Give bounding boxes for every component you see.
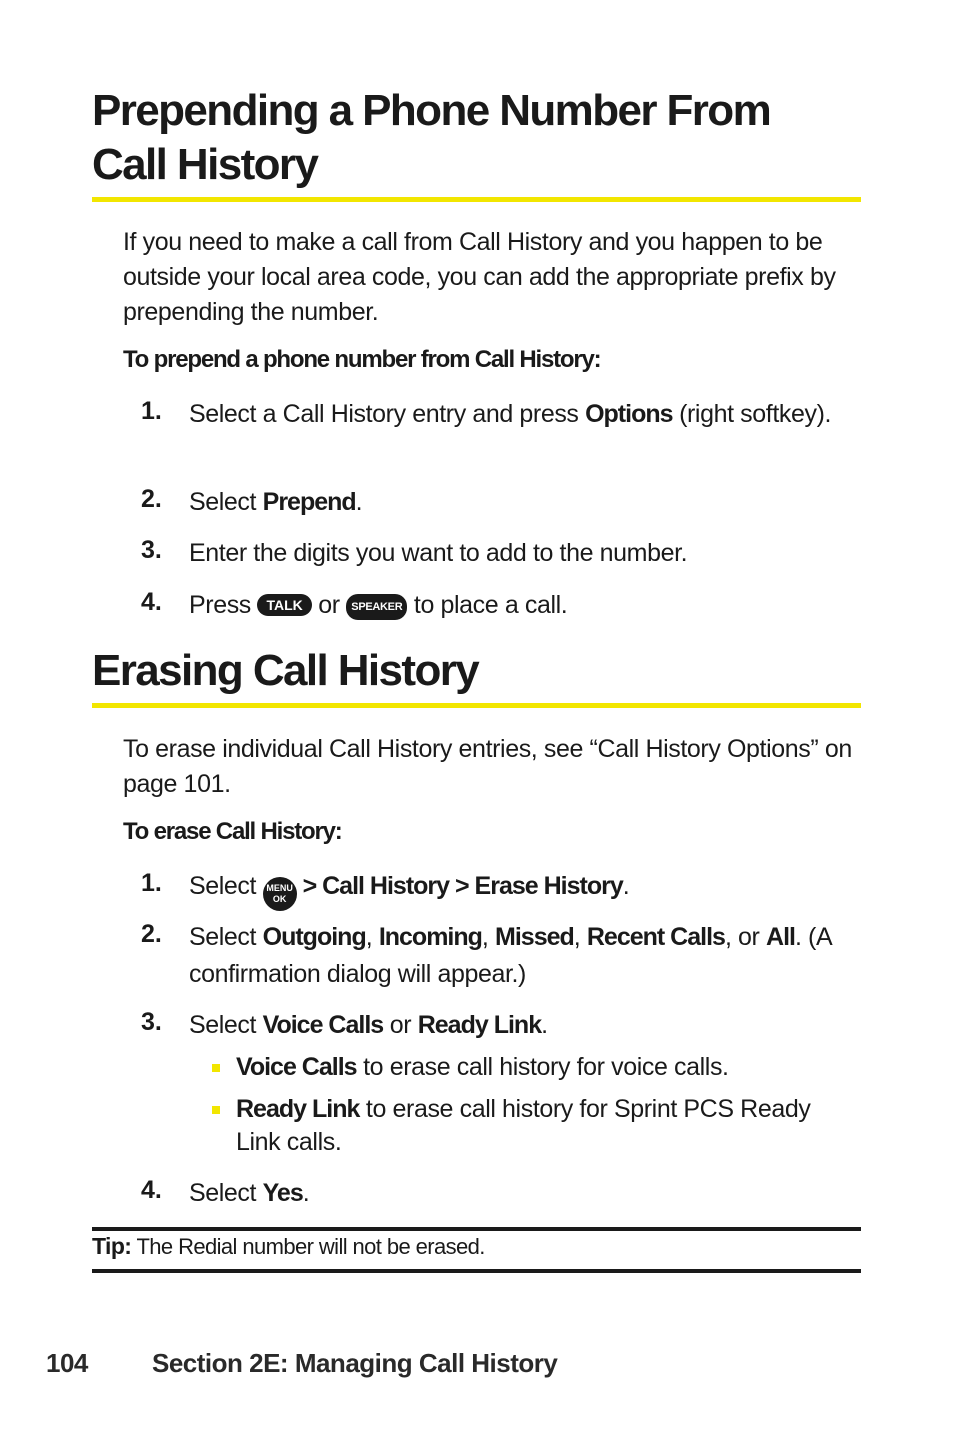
step-number: 4. <box>141 588 162 616</box>
tip-bottom-rule <box>92 1269 861 1273</box>
step-number: 4. <box>141 1176 162 1204</box>
erase-intro-paragraph: To erase individual Call History entries, see “Call History Options” on page 101. <box>123 735 852 798</box>
step-number: 3. <box>141 536 162 564</box>
erase-step-1-text: Select MENU OK > Call History > Erase History. <box>189 868 859 911</box>
speaker-key-icon: SPEAKER <box>346 594 407 620</box>
step-number: 3. <box>141 1008 162 1036</box>
step-2-text: Select Prepend. <box>189 488 363 516</box>
erase-step-4-text: Select Yes. <box>189 1179 310 1207</box>
tip-label: Tip: <box>92 1233 132 1259</box>
bullet-icon <box>212 1106 220 1114</box>
page-number: 104 <box>46 1348 88 1378</box>
title-line-2: Call History <box>92 140 318 189</box>
step-number: 1. <box>141 869 162 897</box>
tip-top-rule <box>92 1227 861 1231</box>
erase-step-3-text: Select Voice Calls or Ready Link. <box>189 1011 548 1039</box>
page-title <box>92 84 770 192</box>
talk-key-icon: TALK <box>257 594 311 616</box>
step-1-text: Select a Call History entry and press Options (right softkey). <box>189 400 832 428</box>
menu-ok-key-icon: MENU OK <box>263 877 297 911</box>
title-line-1: Prepending a Phone Number From <box>92 86 771 135</box>
yes-label: Yes <box>262 1179 303 1207</box>
step-number: 2. <box>141 485 162 513</box>
step-3-text: Enter the digits you want to add to the number. <box>189 539 688 567</box>
section-title: Erasing Call History <box>92 646 479 695</box>
erase-step-2-text: Select Outgoing, Incoming, Missed, Recent Calls, or All. (A confirmation dialog will appear.) <box>189 923 831 988</box>
erase-procedure-heading: To erase Call History: <box>123 818 342 845</box>
bullet-icon <box>212 1064 220 1072</box>
section-underline <box>92 703 861 708</box>
bullet-ready-link: Ready Link to erase call history for Sprint PCS Ready Link calls. <box>236 1095 811 1156</box>
step-number: 2. <box>141 920 162 948</box>
menu-path: > Call History > Erase History <box>296 872 623 900</box>
intro-paragraph: If you need to make a call from Call History and you happen to be outside your local area code, you can add the appropriate prefix by prepending the number. <box>123 228 836 326</box>
bullet-voice-calls: Voice Calls to erase call history for voice calls. <box>236 1053 729 1081</box>
title-underline <box>92 197 861 202</box>
section-footer: Section 2E: Managing Call History <box>152 1348 558 1378</box>
procedure-heading: To prepend a phone number from Call History: <box>123 346 601 373</box>
step-number: 1. <box>141 397 162 425</box>
step-4-text: Press TALK or SPEAKER to place a call. <box>189 591 568 619</box>
options-label: Options <box>585 400 673 428</box>
tip-text: Tip: The Redial number will not be erased. <box>92 1233 485 1259</box>
prepend-label: Prepend <box>262 488 356 516</box>
